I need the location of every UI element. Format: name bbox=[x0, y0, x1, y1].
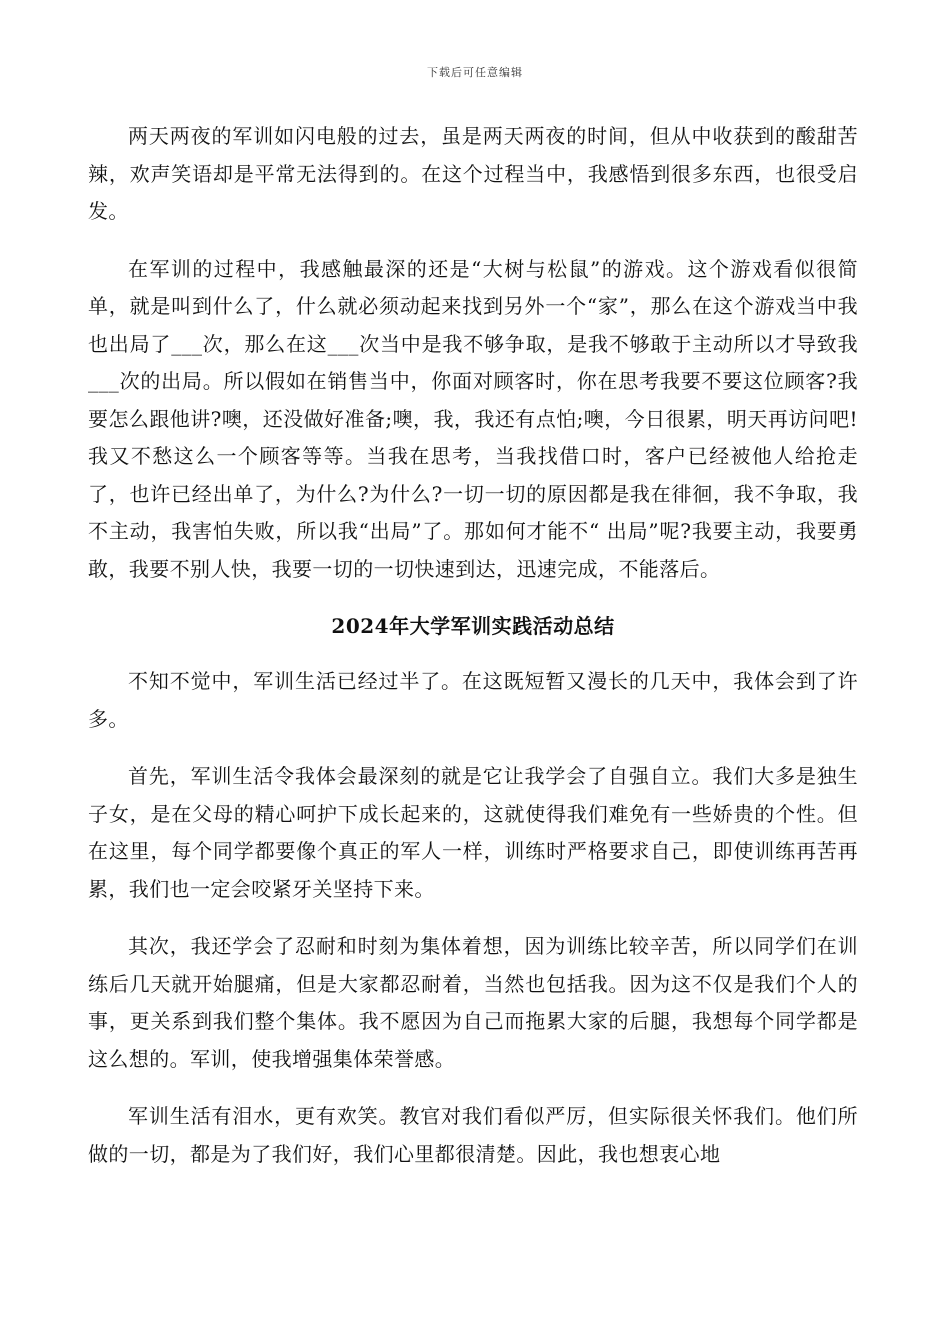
section-title: 2024年大学军训实践活动总结 bbox=[331, 614, 615, 638]
document-body bbox=[88, 118, 858, 1193]
header-note: 下载后可任意编辑 bbox=[427, 66, 523, 79]
paragraph: 两天两夜的军训如闪电般的过去，虽是两天两夜的时间，但从中收获到的酸甜苦辣，欢声笑语却是平常无法得到的。在这个过程当中，我感悟到很多东西，也很受启发。 bbox=[88, 124, 858, 223]
paragraph: 在军训的过程中，我感触最深的还是“大树与松鼠”的游戏。这个游戏看似很简单，就是叫到什么了，什么就必须动起来找到另外一个“家”，那么在这个游戏当中我也出局了___次，那么在这___次当中是我不够争取，是我不够敢于主动所以才导致我___次的出局。所以假如在销售当中，你面对顾客时，你在思考我要不要这位顾客?我要怎么跟他讲?噢，还没做好准备;噢，我，我还有点怕;噢，今日很累，明天再访问吧!我又不愁这么一个顾客等等。当我在思考，当我找借口时，客户已经被他人给抢走了，也许已经出单了，为什么?为什么?一切一切的原因都是我在徘徊，我不争取，我不主动，我害怕失败，所以我“出局”了。那如何才能不“ 出局”呢?我要主动，我要勇敢，我要不别人快，我要一切的一切快速到达，迅速完成，不能落后。 bbox=[88, 256, 858, 581]
paragraph: 其次，我还学会了忍耐和时刻为集体着想，因为训练比较辛苦，所以同学们在训练后几天就开始腿痛，但是大家都忍耐着，当然也包括我。因为这不仅是我们个人的事，更关系到我们整个集体。我不愿因为自己而拖累大家的后腿，我想每个同学都是这么想的。军训，使我增强集体荣誉感。 bbox=[88, 934, 858, 1071]
paragraph: 首先，军训生活令我体会最深刻的就是它让我学会了自强自立。我们大多是独生子女，是在父母的精心呵护下成长起来的，这就使得我们难免有一些娇贵的个性。但在这里，每个同学都要像个真正的军人一样，训练时严格要求自己，即使训练再苦再累，我们也一定会咬紧牙关坚持下来。 bbox=[88, 764, 858, 901]
paragraph: 军训生活有泪水，更有欢笑。教官对我们看似严厉，但实际很关怀我们。他们所做的一切，都是为了我们好，我们心里都很清楚。因此，我也想衷心地 bbox=[88, 1104, 858, 1166]
paragraph: 不知不觉中，军训生活已经过半了。在这既短暂又漫长的几天中，我体会到了许多。 bbox=[88, 669, 858, 731]
